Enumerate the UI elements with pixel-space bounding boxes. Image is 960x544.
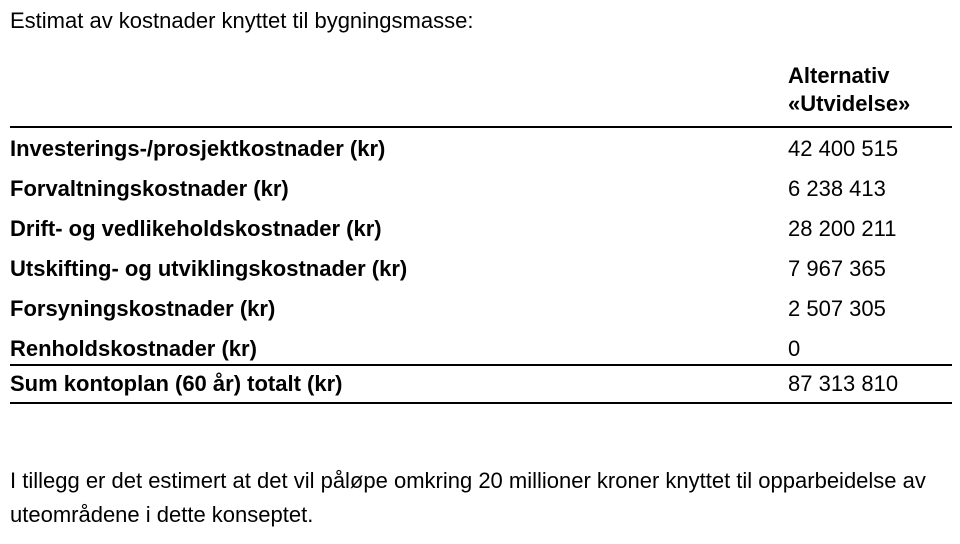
row-value: 6 238 413 xyxy=(788,176,886,201)
table-row xyxy=(10,248,952,288)
row-value: 42 400 515 xyxy=(788,136,899,161)
total-value: 87 313 810 xyxy=(788,371,899,396)
footnote-text: I tillegg er det estimert at det vil påløpe omkring 20 millioner kroner knyttet til opparbeidelse av uteområdene i dette konseptet. xyxy=(10,468,926,527)
row-label: Investerings-/prosjektkostnader (kr) xyxy=(10,136,386,161)
column-header-alternative xyxy=(788,62,910,118)
table-header xyxy=(10,60,952,126)
total-label: Sum kontoplan (60 år) totalt (kr) xyxy=(10,371,343,396)
row-label: Renholdskostnader (kr) xyxy=(10,336,257,361)
table-row xyxy=(10,208,952,248)
cost-table xyxy=(10,60,952,404)
row-value: 7 967 365 xyxy=(788,256,886,281)
row-label: Utskifting- og utviklingskostnader (kr) xyxy=(10,256,408,281)
table-row xyxy=(10,328,952,364)
row-label: Forvaltningskostnader (kr) xyxy=(10,176,289,201)
table-bottom-border xyxy=(10,402,952,404)
column-header-line2: «Utvidelse» xyxy=(788,91,911,116)
row-value: 0 xyxy=(788,336,801,361)
intro-text: Estimat av kostnader knyttet til bygningsmasse: xyxy=(10,8,474,33)
row-value: 2 507 305 xyxy=(788,296,886,321)
row-label: Drift- og vedlikeholdskostnader (kr) xyxy=(10,216,382,241)
column-header-line1: Alternativ xyxy=(788,63,890,88)
table-row xyxy=(10,168,952,208)
row-value: 28 200 211 xyxy=(788,216,897,241)
table-row xyxy=(10,128,952,168)
row-label: Forsyningskostnader (kr) xyxy=(10,296,276,321)
total-row xyxy=(10,366,952,402)
table-row xyxy=(10,288,952,328)
